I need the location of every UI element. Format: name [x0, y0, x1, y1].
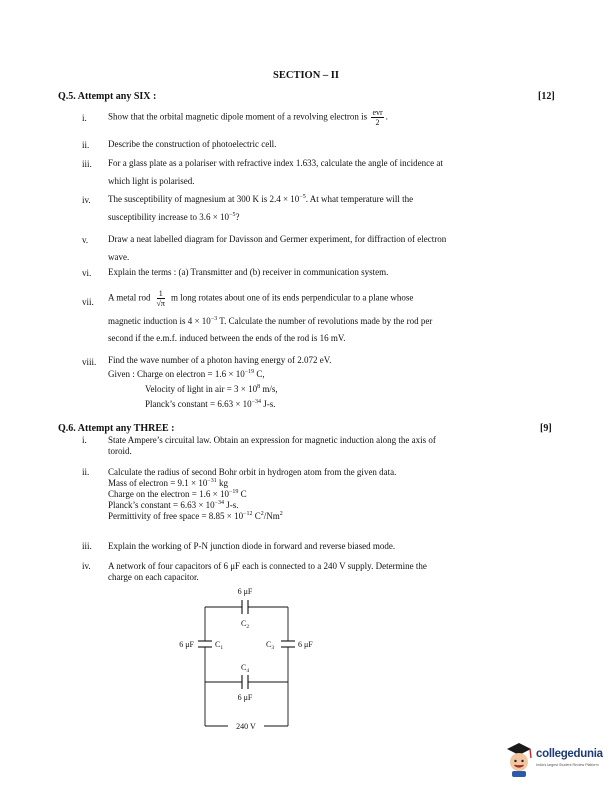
q6-ii-charge-a: Charge on the electron = 1.6 × 10 [108, 489, 229, 499]
q6-ii-mass [108, 478, 528, 489]
q6-ii-planck-b: J-s. [224, 500, 239, 510]
q5-vii-post: m long rotates about one of its ends perpendicular to a plane whose [170, 292, 414, 303]
q5-iv-text [108, 192, 528, 224]
q6-ii-planck-sup: −34 [214, 500, 225, 506]
q6-heading: Q.6. Attempt any THREE : [58, 423, 175, 434]
q5-viii-number: viii. [82, 357, 97, 367]
q6-ii-perm-a: Permittivity of free space = 8.85 × 10 [108, 511, 244, 521]
face-icon [510, 753, 528, 771]
q5-v-number: v. [82, 235, 89, 245]
c3-value: 6 μF [298, 640, 313, 649]
q5-viii-given [108, 369, 528, 380]
q6-iv-number: iv. [82, 561, 91, 571]
q5-viii-vel-a: Velocity of light in air = 3 × 10 [145, 384, 258, 394]
logo-name: collegedunia [536, 748, 603, 760]
q5-i-text-pre: Show that the orbital magnetic dipole moment of a revolving electron is [108, 111, 368, 122]
q5-iv-l2a: susceptibility increase to 3.6 × 10 [108, 212, 230, 222]
q5-iv-l2b: ? [235, 212, 240, 222]
q5-marks: [12] [538, 91, 555, 102]
q5-iv-l1b: . At what temperature will the [305, 194, 414, 204]
q6-ii-text [108, 467, 528, 522]
q6-ii-mass-b: kg [216, 478, 229, 488]
q6-ii-perm-sup2: 2 [260, 511, 264, 517]
c4-label [241, 663, 249, 674]
q5-vi-number: vi. [82, 268, 92, 278]
q6-ii-perm-c: /Nm [263, 511, 280, 521]
supply-voltage: 240 V [236, 722, 256, 731]
c4-label-sub: 4 [246, 668, 250, 674]
q5-viii-planck [108, 399, 528, 410]
q5-vii-text [108, 289, 528, 345]
q6-ii-permittivity [108, 511, 528, 522]
q6-iii-number: iii. [82, 541, 92, 551]
q5-iv-line2 [108, 210, 528, 224]
q6-ii-number: ii. [82, 467, 90, 477]
q5-i-frac-top: evr [372, 108, 383, 117]
q5-iv-l1sup: −5 [299, 194, 306, 200]
c3-label-sub: 3 [271, 645, 275, 651]
c2-label-letter: C [241, 619, 247, 628]
q6-ii-charge-b: C [238, 489, 247, 499]
q5-vi-text: Explain the terms : (a) Transmitter and (b) receiver in communication system. [108, 267, 389, 277]
q5-v-line1: Draw a neat labelled diagram for Davisson and Germer experiment, for diffraction of electron [108, 234, 447, 244]
q6-iii-text: Explain the working of P-N junction diode in forward and reverse biased mode. [108, 541, 396, 551]
q5-vii-line1 [108, 289, 528, 308]
q6-ii-mass-sup: −31 [207, 478, 217, 484]
q5-viii-planck-sup: −34 [251, 399, 262, 405]
c3-label-letter: C [266, 640, 272, 649]
c3-label [266, 640, 274, 651]
eye-left-icon [514, 760, 516, 762]
q5-i-text [108, 108, 388, 127]
q5-iii-line2: which light is polarised. [108, 176, 195, 186]
q6-iv-text [108, 561, 528, 583]
capacitor-plates [198, 600, 295, 689]
q5-vii-l2b: T. Calculate the number of revolutions made by the rod per [217, 316, 433, 326]
q5-vii-frac-bot: √π [156, 299, 165, 308]
q5-ii-number: ii. [82, 140, 90, 150]
q6-i-text [108, 435, 528, 457]
logo-tagline: India's largest Student Review Platform [536, 763, 599, 767]
q6-ii-perm-b: C [252, 511, 261, 521]
q5-iii-number: iii. [82, 159, 92, 169]
q5-viii-vel-sup: 8 [257, 384, 261, 390]
q6-i-line1: State Ampere’s circuital law. Obtain an expression for magnetic induction along the axis of [108, 435, 436, 445]
q5-vii-number: vii. [82, 297, 94, 307]
c1-value: 6 μF [179, 640, 194, 649]
q5-vii-fraction [157, 289, 165, 308]
q5-viii-vel-b: m/s, [260, 384, 278, 394]
q6-ii-line1: Calculate the radius of second Bohr orbit in hydrogen atom from the given data. [108, 467, 397, 477]
q6-iv-line2: charge on each capacitor. [108, 572, 199, 582]
c4-value: 6 μF [237, 693, 253, 702]
body-icon [512, 771, 526, 777]
mascot-icon [503, 740, 535, 778]
q5-vii-frac-top: 1 [157, 289, 165, 299]
q5-vii-line3: second if the e.m.f. induced between the ends of the rod is 16 mV. [108, 333, 346, 343]
q6-i-line2: toroid. [108, 446, 132, 456]
q6-marks: [9] [540, 423, 552, 434]
q5-viii-given-a: Given : Charge on electron = 1.6 × 10 [108, 369, 245, 379]
q6-ii-charge [108, 489, 528, 500]
q5-i-frac-bot: 2 [375, 118, 380, 127]
q5-iv-l1a: The susceptibility of magnesium at 300 K is 2.4 × 10 [108, 194, 300, 204]
q5-viii-text [108, 355, 528, 410]
c2-value: 6 μF [237, 587, 253, 596]
q5-iii-text [108, 156, 528, 188]
q6-ii-planck-a: Planck’s constant = 6.63 × 10 [108, 500, 215, 510]
q5-viii-given-sup: −19 [244, 369, 255, 375]
q5-vii-l2sup: −3 [210, 316, 218, 322]
q5-i-text-post: . [385, 111, 388, 122]
section-title: SECTION – II [273, 70, 339, 81]
q6-i-number: i. [82, 435, 87, 445]
q6-iv-line1: A network of four capacitors of 6 μF each is connected to a 240 V supply. Determine the [108, 561, 427, 571]
q5-viii-planck-a: Planck’s constant = 6.63 × 10 [145, 399, 252, 409]
q5-iii-line1: For a glass plate as a polariser with refractive index 1.633, calculate the angle of incidence at [108, 158, 443, 168]
q6-ii-planck [108, 500, 528, 511]
tassel-icon [530, 749, 531, 758]
c1-label [215, 640, 223, 651]
q6-ii-mass-a: Mass of electron = 9.1 × 10 [108, 478, 208, 488]
c4-label-letter: C [241, 663, 247, 672]
c2-label [241, 619, 249, 630]
q5-iv-l2sup: −5 [229, 212, 236, 218]
q6-ii-charge-sup: −19 [228, 489, 239, 495]
q5-ii-text: Describe the construction of photoelectric cell. [108, 139, 277, 149]
q5-viii-line1: Find the wave number of a photon having energy of 2.072 eV. [108, 355, 332, 365]
q5-i-fraction [371, 108, 383, 127]
q5-viii-planck-b: J-s. [261, 399, 276, 409]
eye-right-icon [521, 760, 523, 762]
q6-ii-perm-sup3: 2 [279, 511, 283, 517]
q5-iv-line1 [108, 192, 528, 206]
smile-icon [515, 765, 524, 767]
q5-vii-l2a: magnetic induction is 4 × 10 [108, 316, 211, 326]
q5-vii-pre: A metal rod [108, 292, 151, 303]
q5-i-number: i. [82, 113, 87, 123]
collegedunia-logo [503, 740, 611, 780]
q5-heading: Q.5. Attempt any SIX : [58, 91, 157, 102]
q5-viii-velocity [108, 384, 528, 395]
q5-v-text [108, 232, 528, 264]
q6-ii-perm-sup: −12 [243, 511, 253, 517]
q5-iv-number: iv. [82, 195, 91, 205]
q5-v-line2: wave. [108, 252, 130, 262]
capacitor-network-diagram [160, 582, 340, 737]
c1-label-letter: C [215, 640, 221, 649]
c2-label-sub: 2 [246, 624, 250, 630]
c1-label-sub: 1 [220, 645, 224, 651]
q5-vii-line2 [108, 314, 528, 328]
q5-viii-given-b: C, [254, 369, 265, 379]
